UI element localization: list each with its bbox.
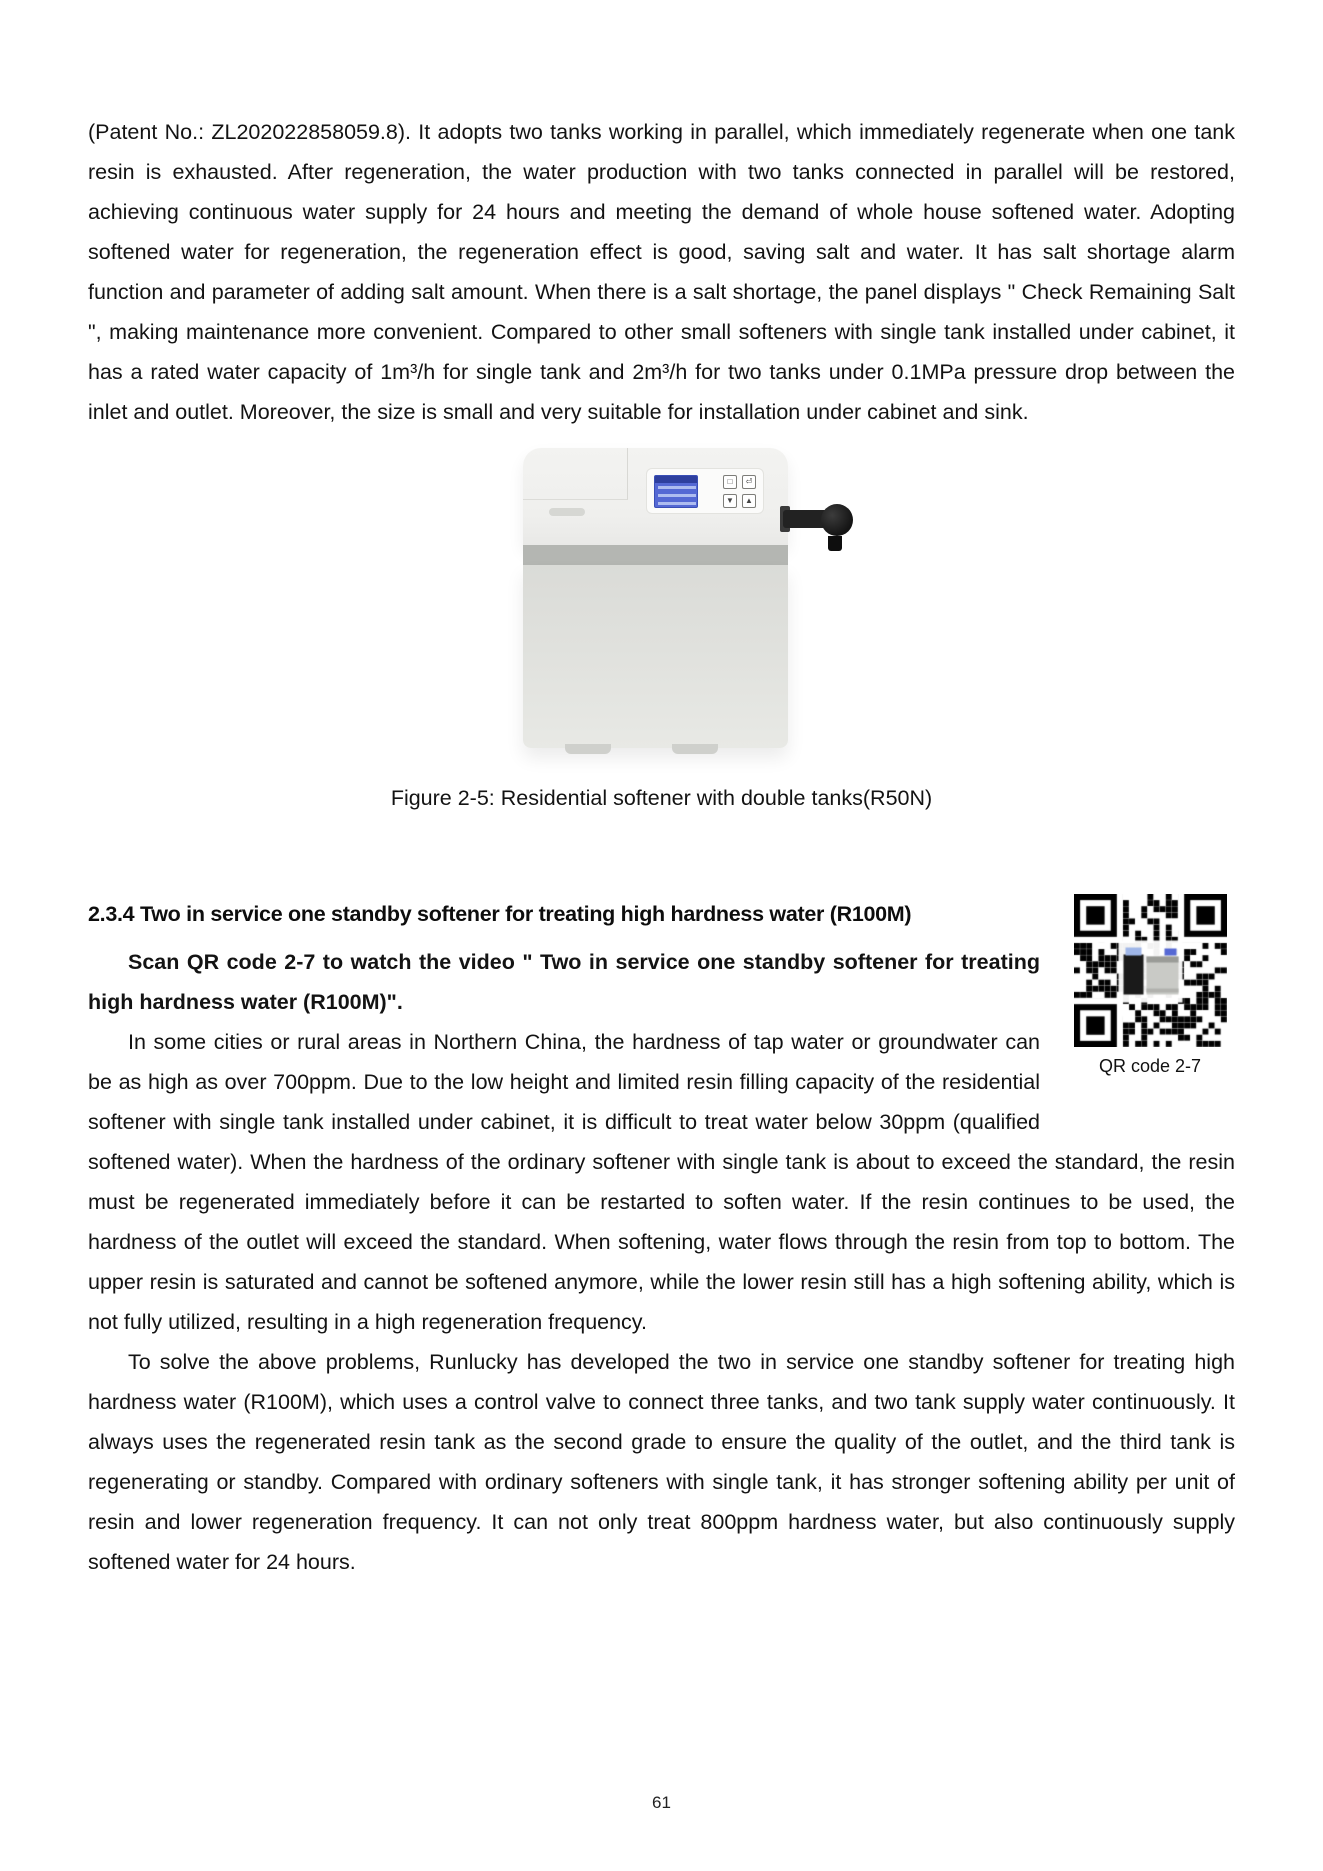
section-paragraph-1: In some cities or rural areas in Northern China, the hardness of tap water or groundwater can be as high as over 700ppm. Due to the low height and limited resin filling capacity of the residential softener with single tank installed under cabinet, it is difficult to treat water below 30ppm (qualified softened water). When the hardness of the ordinary softener with single tank is about to exceed the standard, the resin must be regenerated immediately before it can be restarted to soften water. If the resin continues to be used, the hardness of the outlet will exceed the standard. When softening, water flows through the resin from top to bottom. The upper resin is saturated and cannot be softened anymore, while the lower resin still has a high softening ability, which is not fully utilized, resulting in a high regeneration frequency. bbox=[88, 1030, 1235, 1334]
qr-caption: QR code 2-7 bbox=[1098, 1056, 1202, 1076]
qr-block bbox=[1065, 894, 1235, 1077]
device-foot bbox=[672, 744, 718, 754]
figure-caption: Figure 2-5: Residential softener with double tanks(R50N) bbox=[390, 786, 933, 810]
salt-lid bbox=[523, 448, 628, 500]
section-paragraph-2: To solve the above problems, Runlucky has developed the two in service one standby softener for treating high hardness water (R100M), which uses a control valve to connect three tanks, and two tank supply water continuously. It always uses the regenerated resin tank as the second grade to ensure the quality of the outlet, and the third tank is regenerating or standby. Compared with ordinary softeners with single tank, it has stronger softening ability per unit of resin and lower regeneration frequency. It can not only treat 800ppm hardness water, but also continuously supply softened water for 24 hours. bbox=[88, 1350, 1235, 1574]
enter-button-icon: ⏎ bbox=[742, 475, 756, 489]
page-number: 61 bbox=[652, 1793, 671, 1812]
device-foot bbox=[565, 744, 611, 754]
figure-2-5 bbox=[88, 448, 1235, 812]
up-button-icon: ▲ bbox=[742, 494, 756, 508]
scan-note: Scan QR code 2-7 to watch the video " Two in service one standby softener for treating high hardness water (R100M)". bbox=[88, 950, 1040, 1014]
device-cabinet bbox=[523, 565, 788, 748]
control-panel bbox=[646, 468, 764, 514]
valve-outlet bbox=[828, 536, 842, 551]
section-heading: 2.3.4 Two in service one standby softener for treating high hardness water (R100M) bbox=[88, 902, 912, 926]
intro-paragraph: (Patent No.: ZL202022858059.8). It adopts two tanks working in parallel, which immediately regenerate when one tank resin is exhausted. After regeneration, the water production with two tanks connected in parallel will be restored, achieving continuous water supply for 24 hours and meeting the demand of whole house softened water. Adopting softened water for regeneration, the regeneration effect is good, saving salt and water. It has salt shortage alarm function and parameter of adding salt amount. When there is a salt shortage, the panel displays " Check Remaining Salt ", making maintenance more convenient. Compared to other small softeners with single tank installed under cabinet, it has a rated water capacity of 1m³/h for single tank and 2m³/h for two tanks under 0.1MPa pressure drop between the inlet and outlet. Moreover, the size is small and very suitable for installation under cabinet and sink. bbox=[88, 120, 1235, 424]
down-button-icon: ▼ bbox=[723, 494, 737, 508]
softener-device bbox=[523, 448, 788, 748]
section-2-3-4 bbox=[88, 894, 1235, 1582]
lcd-display bbox=[654, 475, 698, 508]
qr-code bbox=[1074, 894, 1227, 1047]
panel-buttons bbox=[723, 475, 756, 508]
device-trim-band bbox=[523, 545, 788, 565]
menu-button-icon: □ bbox=[723, 475, 737, 489]
softener-photo bbox=[523, 448, 788, 748]
lid-handle bbox=[549, 508, 585, 516]
page-content bbox=[88, 0, 1235, 1582]
valve-knob bbox=[821, 504, 853, 536]
device-top-housing bbox=[523, 448, 788, 545]
